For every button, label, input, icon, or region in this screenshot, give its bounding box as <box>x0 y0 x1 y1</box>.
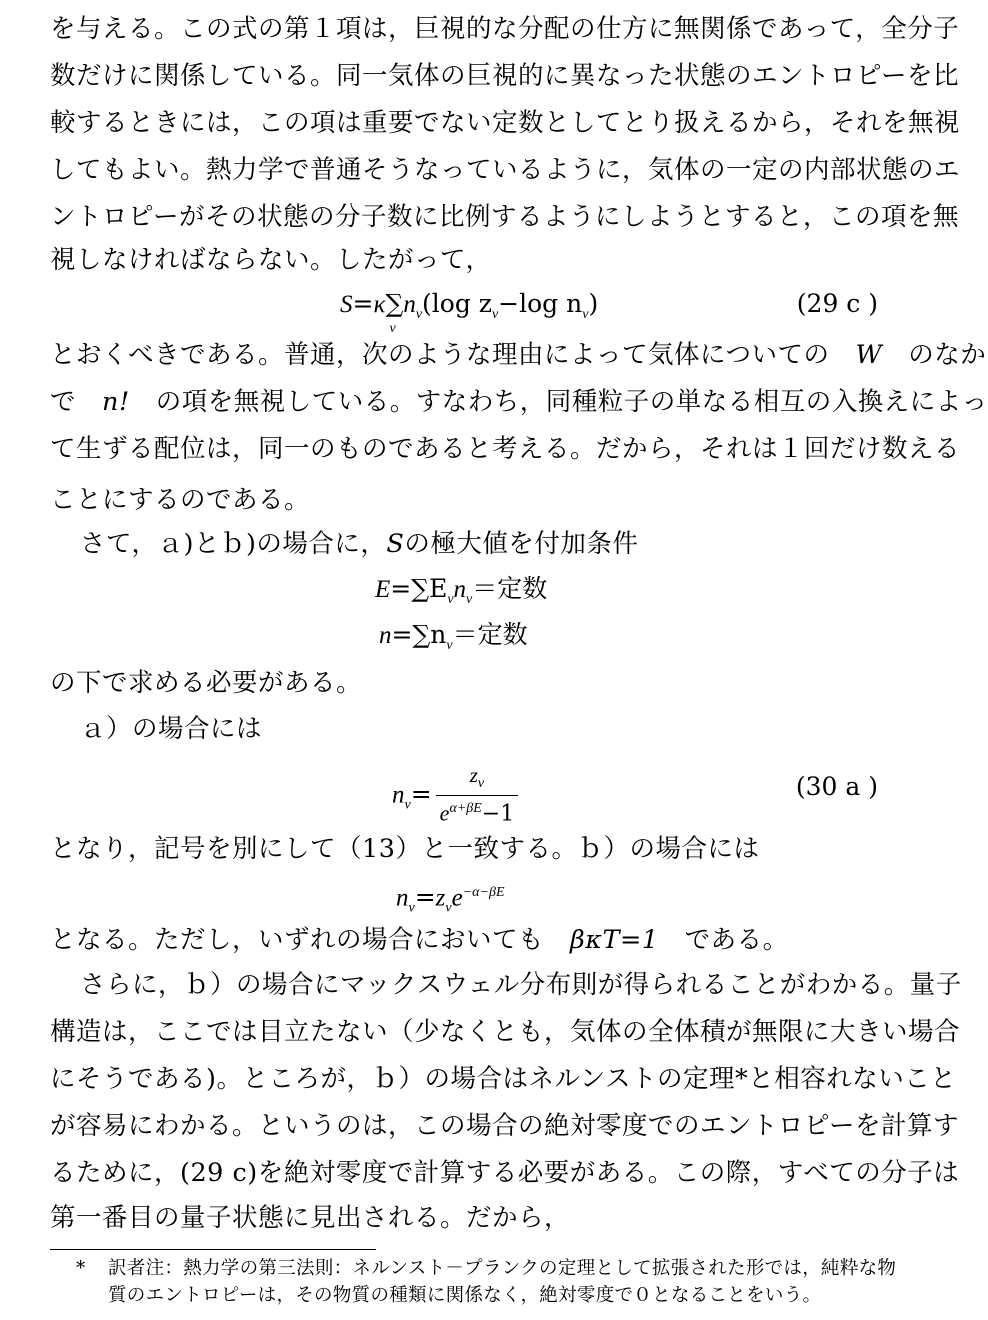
text-line: を与える。この式の第１項は，巨視的な分配の仕方に無関係であって，全分子 <box>50 14 960 44</box>
text-line: となり，記号を別にして（13）と一致する。ｂ）の場合には <box>50 834 760 864</box>
equation-label: (30 a ) <box>795 772 878 801</box>
text-line: で n! の項を無視している。すなわち，同種粒子の単なる相互の入換えによっ <box>50 387 988 417</box>
text-line: 較するときには，この項は重要でない定数としてとり扱えるから，それを無視 <box>50 108 961 138</box>
text-line: 視しなければならない。したがって， <box>50 245 492 275</box>
text-line: るために，(29 c)を絶対零度で計算する必要がある。この際，すべての分子は <box>50 1158 960 1188</box>
equation-label: (29 c ) <box>796 289 878 318</box>
text-line: て生ずる配位は，同一のものであると考える。だから，それは１回だけ数える <box>50 434 961 464</box>
footnote-rule <box>50 1249 376 1250</box>
footnote-mark: * <box>76 1258 86 1279</box>
text-line: ａ）の場合には <box>80 714 263 744</box>
equation-30a: $n_\nu=$ $\frac{z_\nu}{e^{\alpha+\beta E}-1}$ <box>392 764 522 828</box>
text-line: にそうである)。ところが，ｂ）の場合はネルンストの定理*と相容れないこと <box>50 1064 957 1094</box>
equation-29c: S=κ∑ ν $n_\nu(\log$ $z_\nu-\log$ $n_\nu$) <box>340 289 599 336</box>
text-line: の下で求める必要がある。 <box>50 668 363 698</box>
text-line: してもよい。熱力学で普通そうなっているように，気体の一定の内部状態のエ <box>50 155 961 185</box>
footnote-line: 訳者注：熱力学の第三法則：ネルンスト－プランクの定理として拡張された形では，純粋な物 <box>108 1258 897 1279</box>
text-line: さらに，ｂ）の場合にマックスウェル分布則が得られることがわかる。量子 <box>80 970 962 1000</box>
fraction: $\frac{z_\nu}{e^{\alpha+\beta E}-1}$ <box>436 764 519 828</box>
text-line: ントロピーがその状態の分子数に比例するようにしようとすると，この項を無 <box>50 202 959 232</box>
constraint-energy: $E=\sum E_\nu n_\nu=$定数 <box>375 574 548 607</box>
equation-b: $n_\nu=z_\nu e^{-\alpha-\beta E}$ <box>396 882 505 916</box>
constraint-number: $n=\sum n_\nu=$定数 <box>379 620 528 653</box>
text-line: 数だけに関係している。同一気体の巨視的に異なった状態のエントロピーを比 <box>50 61 959 91</box>
text-line: ことにするのである。 <box>50 485 311 515</box>
text-line: とおくべきである。普通，次のような理由によって気体についての W のなか <box>50 340 987 370</box>
text-line: 第一番目の量子状態に見出される。だから， <box>50 1203 571 1233</box>
text-line: 構造は，ここでは目立たない（少なくとも，気体の全体積が無限に大きい場合 <box>50 1017 961 1047</box>
text-line: となる。ただし，いずれの場合においても βκT=1 である。 <box>50 925 789 955</box>
text-line: さて，ａ)とｂ)の場合に，Sの極大値を付加条件 <box>80 529 639 559</box>
text-line: が容易にわかる。というのは，この場合の絶対零度でのエントロピーを計算す <box>50 1111 959 1141</box>
footnote-line: 質のエントロピーは，その物質の種類に関係なく，絶対零度で０となることをいう。 <box>108 1285 822 1306</box>
